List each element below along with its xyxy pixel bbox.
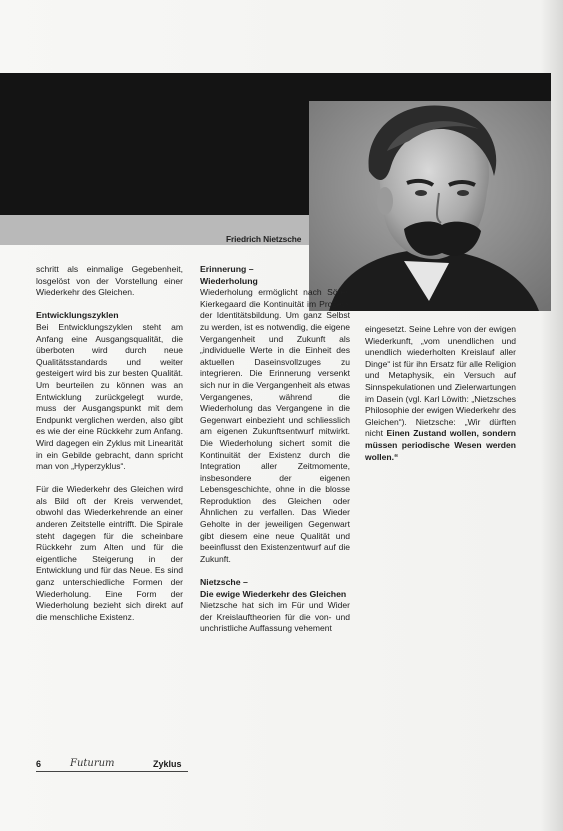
col3-paragraph-1 [365,324,516,463]
text-column-1 [36,264,183,635]
col1-heading-entwicklungszyklen: Entwicklungszyklen [36,310,119,321]
page-number: 6 [36,759,42,769]
text-column-2 [200,264,350,647]
col3-emphasized-quote: Einen Zustand wollen, sondern müssen periodische Wesen werden wollen.“ [365,428,516,462]
footer-rule [36,771,188,772]
col2-heading-1-line-1: Erinnerung – [200,264,254,274]
col2-heading-1-line-2: Wiederholung [200,275,258,286]
col2-heading-2-line-1: Nietzsche – [200,577,248,588]
col1-intro-paragraph: schritt als einmalige Gegebenheit, losgelöst von der Vorstellung einer Wiederkehr des Gleichen. [36,264,183,298]
col2-heading-2-line-2: Die ewige Wiederkehr des Gleichen [200,588,347,599]
section-name: Zyklus [153,759,182,769]
col2-paragraph-2: Nietzsche hat sich im Für und Wider der Kreislauftheorien für die von- und unchristliche Auffassung vehement [200,600,350,634]
photo-caption: Friedrich Nietzsche [226,234,302,244]
magazine-name: Futurum [70,758,115,769]
col1-paragraph-1: Bei Entwicklungszyklen steht am Anfang eine Ausgangsqualität, die überboten wird durch neue Qualitätsstandards und weiter gesteigert wird bis zur besten Qualität. Um beurteilen zu können was an Entwicklung zurückgelegt wurde, muss der Ausgangspunkt mit dem Endpunkt verglichen werden, also gibt es wie der eine Rückkehr zum Anfang. Wird dagegen ein Zyklus mit Linearität in ein Gebilde gebracht, dann spricht man von „Hyperzyklus“. [36,321,183,472]
col3-paragraph-text: eingesetzt. Seine Lehre von der ewigen Wiederkunft, „vom unendlichen und unendlich wiederholten Kreislauf aller Dinge“ ist für ihn Ersatz für alle Religion und Metaphysik, ein Versuch auf Sinnspekulationen und Zielerwartungen im Dasein (vgl. Karl Löwith: „Nietzsches Philosophie der ewigen Wiederkehr des Gleichen“). Nietzsche: „Wir dürften nicht [365,324,516,439]
col2-paragraph-1: Wiederholung ermöglicht nach Sören Kierkegaard die Kontinuität im Prozess der Identitätsbildung. Um ganz Selbst zu werden, ist es notwendig, die eigene Vergangenheit und Zukunft als „individuelle Werte in die Einheit des aktuellen Daseinsvollzuges zu integrieren. Die Erinnerung versenkt sich nur in die Vergangenheit als etwas Vergangenes, während die Wiederholung das Vergangene in die Gegenwart einbezieht und schliesslich am eigenen Zukunftsentwurf mitwirkt. Die Wiederholung sichert somit die Kontinuität der Existenz durch die Integration aller Zeitmomente, insbesondere der eigenen Lebensgeschichte, ohne in die blosse Reproduktion des Gleichen oder Ähnlichen zu verfallen. Das Wieder Geholte in der jeweiligen Gegenwart gibt diesem eine neue Qualität und beeinflusst den Existenzentwurf auf die Zukunft. [200,287,350,564]
text-column-3 [365,324,516,475]
page-footer [36,759,188,773]
col1-paragraph-2: Für die Wiederkehr des Gleichen wird als Bild oft der Kreis verwendet, obwohl das Wiederkehrende an einer anderen Zeitstelle eintrifft. Die Spirale steht dagegen für die scheinbare Rückkehr zum Alten und für die eigentliche Steigerung in der Entwicklung und für das Neue. Es sind ganz unterschiedliche Formen der Wiederholung. Eine Form der Wiederholung bezieht sich direkt auf die menschliche Existenz. [36,484,183,622]
